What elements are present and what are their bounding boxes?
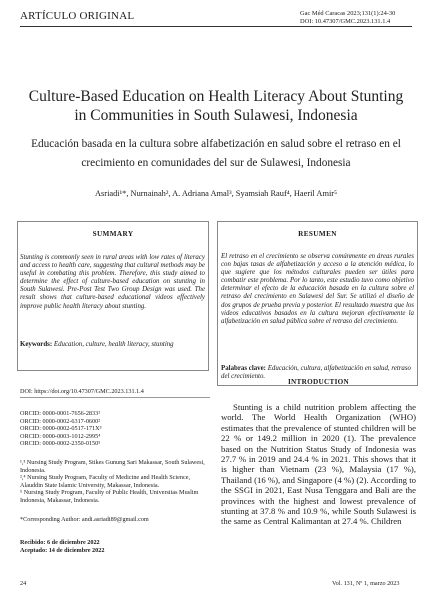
affiliation-list [20, 459, 210, 505]
doi-link[interactable]: DOI: https://doi.org/10.47307/GMC.2023.131.1.4 [20, 388, 144, 395]
affiliation-entry: ⁵ Nursing Study Program, Faculty of Public Health, Universitas Muslim Indonesia, Makassar, Indonesia. [20, 489, 199, 504]
keywords-text: Education, culture, health literacy, stunting [53, 341, 174, 348]
volume-info: Vol. 131, Nº 1, marzo 2023 [332, 580, 400, 587]
paper-title: Culture-Based Education on Health Literacy About Stunting in Communities in South Sulawesi, Indonesia [28, 88, 404, 124]
introduction-heading: INTRODUCTION [287, 378, 350, 386]
summary-text: Stunting is commonly seen in rural areas with low rates of literacy and access to health care, suggesting that cultural methods may be useful in combating this problem. Therefore, this study aimed to determine the effect of culture-based education on stunting in South Sulawesi. Pre-Post Test Two Group Design was used. The result shows that culture-based educational videos effectively improve public health literacy about stunting. [20, 254, 205, 310]
palabras-clave-text: Educación, cultura, alfabetización en salud, retraso del crecimiento. [221, 365, 412, 381]
author-list: Asriadi¹*, Nurnainah², A. Adriana Amal³, Syamsiah Rauf⁴, Haeril Amir⁵ [94, 189, 337, 198]
orcid-entry[interactable]: ORCID: 0000-0002-2350-0150⁵ [20, 440, 101, 448]
orcid-entry[interactable]: ORCID: 0000-0002-0517-171X³ [20, 425, 102, 433]
affiliation-entry: ¹,³ Nursing Study Program, Stikes Gunung Sari Makassar, South Sulawesi, Indonesia. [20, 459, 205, 474]
affiliation-entry: ²,⁴ Nursing Study Program, Faculty of Medicine and Health Science, Alauddin State Islamic University, Makassar, Indonesia. [20, 474, 191, 489]
paper-subtitle: Educación basada en la cultura sobre alfabetización en salud sobre el retraso en el crecimiento en comunidades del sur de Sulawesi, Indonesia [31, 138, 401, 169]
journal-doi: DOI: 10.47307/GMC.2023.131.1.4 [300, 18, 391, 25]
orcid-entry[interactable]: ORCID: 0000-0003-1012-2995⁴ [20, 432, 101, 440]
journal-citation [300, 10, 422, 26]
summary-keywords [20, 341, 205, 349]
article-type-label: ARTÍCULO ORIGINAL [20, 10, 135, 22]
summary-heading: SUMMARY [92, 230, 134, 238]
page-number: 24 [20, 580, 27, 587]
header-rule [20, 26, 412, 27]
accepted-date: Aceptado: 14 de diciembre 2022 [20, 546, 105, 554]
palabras-clave-label: Palabras clave: [221, 365, 266, 372]
introduction-text: Stunting is a child nutrition problem affecting the world. The World Health Organization (WHO) estimates that the prevalence of stunted children will be 22 % or 149.2 million in 2020 (1). The prevalence based on the Nutrition Status Study of Indonesia was 27.7 % in 2019 and 24.4 % in 2021. This shows that it is higher than Vietnam (23 %), Malaysia (17 %), Thailand (16 %), and Singapore (4 %) (2). According to the SSGI in 2021, East Nusa Tenggara and Bali are the provinces with the highest and lowest prevalence of stunting at 37.8 % and 10.9 %, while South Sulawesi is the same as Central Kalimantan at 27.4 %. Children [221, 402, 416, 527]
orcid-entry[interactable]: ORCID: 0000-0002-6317-0600² [20, 417, 101, 425]
corresponding-author: *Corresponding Author: andi.asriadi89@gmail.com [20, 516, 149, 523]
orcid-entry[interactable]: ORCID: 0000-0001-7656-2833¹ [20, 410, 101, 417]
keywords-label: Keywords: [20, 341, 53, 348]
received-date: Recibido: 6 de diciembre 2022 [20, 539, 100, 546]
doi-rule [20, 397, 210, 398]
resumen-text: El retraso en el crecimiento se observa comúnmente en áreas rurales con bajas tasas de alfabetización y acceso a la atención médica, lo que sugiere que los métodos culturales pueden ser útiles para combatir este problema. Por lo tanto, este estudio tuvo como objetivo determinar el efecto de la educación basada en la cultura sobre el retraso del crecimiento en Sulawesi del Sur. Se utilizó el diseño de dos grupos de prueba previa y posterior. El resultado muestra que los videos educativos basados en la cultura mejoran efectivamente la alfabetización en salud pública sobre el retraso del crecimiento. [221, 253, 414, 325]
journal-reference: Gac Méd Caracas 2023;131(1):24-30 [300, 10, 396, 17]
orcid-list [20, 410, 101, 448]
dates [20, 539, 104, 554]
resumen-heading: RESUMEN [298, 230, 337, 238]
